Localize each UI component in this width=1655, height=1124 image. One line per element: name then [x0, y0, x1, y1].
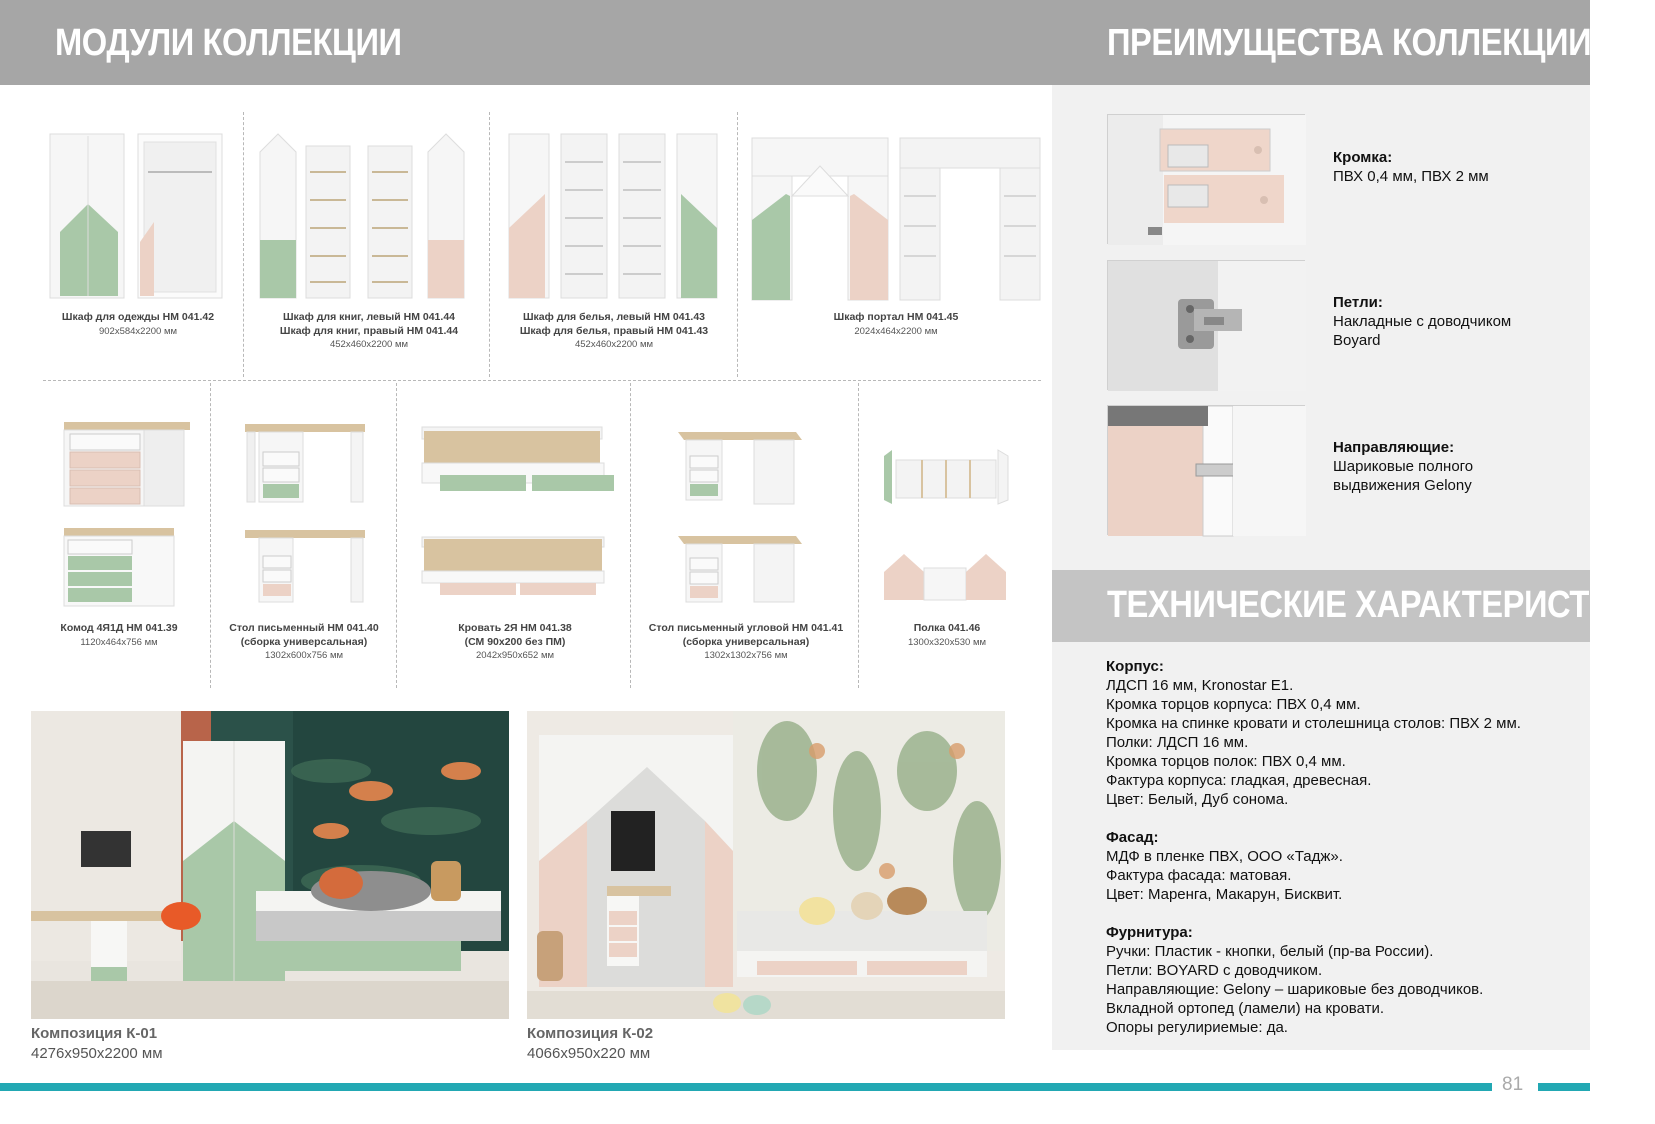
advantage-slides-text: Шариковые полного выдвижения Gelony — [1333, 458, 1474, 494]
tech-header — [1052, 570, 1655, 642]
module-title: Кровать 2Я НМ 041.38 — [458, 622, 572, 634]
spec-line: Ручки: Пластик - кнопки, белый (пр-ва России). — [1106, 943, 1434, 960]
divider — [630, 383, 631, 688]
modules-title: МОДУЛИ КОЛЛЕКЦИИ — [55, 22, 402, 64]
spec-line: Опоры регулириемые: да. — [1106, 1019, 1288, 1036]
spec-line: Фактура фасада: матовая. — [1106, 867, 1292, 884]
modules-header — [0, 0, 1052, 85]
composition-title: Композиция К-02 — [527, 1025, 654, 1042]
spec-line: ЛДСП 16 мм, Kronostar E1. — [1106, 677, 1294, 694]
spec-facade — [1106, 828, 1576, 904]
footer-line — [1538, 1083, 1590, 1091]
composition-dims: 4276x950x2200 мм — [31, 1045, 163, 1062]
desk-illustration — [243, 422, 368, 612]
module-dims: 1302x1302x756 мм — [704, 650, 788, 661]
module-title-2: (СМ 90x200 без ПМ) — [464, 635, 566, 648]
advantage-hinges-text: Накладные с доводчиком Boyard — [1333, 313, 1512, 349]
divider — [43, 380, 1041, 381]
module-title-2: (сборка универсальная) — [240, 635, 368, 648]
page-number: 81 — [1502, 1074, 1524, 1095]
module-title: Стол письменный угловой НМ 041.41 — [648, 622, 844, 634]
module-title: Шкаф портал НМ 041.45 — [833, 311, 959, 323]
spec-body-label: Корпус: — [1106, 658, 1164, 675]
spec-line: Цвет: Белый, Дуб сонома. — [1106, 791, 1289, 808]
divider — [396, 383, 397, 688]
spec-line: Цвет: Маренга, Макарун, Бисквит. — [1106, 886, 1343, 903]
dresser-illustration — [62, 420, 192, 610]
composition-caption-k01 — [31, 1024, 163, 1064]
divider — [243, 112, 244, 377]
module-title: Шкаф для книг, левый НМ 041.44 — [283, 311, 455, 323]
module-dims: 452x460x2200 мм — [329, 339, 409, 350]
divider — [210, 383, 211, 688]
spec-line: Вкладной ортопед (ламели) на кровати. — [1106, 1000, 1385, 1017]
advantage-edge — [1333, 148, 1489, 186]
advantage-slides — [1333, 438, 1513, 495]
composition-title: Композиция К-01 — [31, 1025, 158, 1042]
tech-title: ТЕХНИЧЕСКИЕ ХАРАКТЕРИСТИКИ — [1107, 584, 1655, 626]
linen-cabinet-illustration — [507, 132, 719, 302]
advantage-hinges-label: Петли: — [1333, 294, 1383, 311]
footer-line — [0, 1083, 1492, 1091]
spec-line: Кромка на спинке кровати и столешница столов: ПВХ 2 мм. — [1106, 715, 1521, 732]
drawer-slide-image — [1107, 405, 1305, 535]
spec-facade-label: Фасад: — [1106, 829, 1159, 846]
module-dims: 2024x464x2200 мм — [854, 325, 938, 337]
module-dims: 1120x464x756 мм — [80, 636, 158, 648]
spec-hardware-label: Фурнитура: — [1106, 924, 1193, 941]
module-caption — [503, 311, 725, 352]
advantage-hinges — [1333, 293, 1543, 350]
module-title-2: (сборка универсальная) — [682, 635, 810, 648]
module-title: Комод 4Я1Д НМ 041.39 — [60, 622, 178, 634]
advantage-edge-text: ПВХ 0,4 мм, ПВХ 2 мм — [1333, 168, 1489, 185]
spec-body — [1106, 657, 1576, 809]
divider — [737, 112, 738, 377]
module-dims: 902x584x2200 мм — [98, 325, 178, 337]
shelf-illustration — [882, 450, 1012, 610]
hinge-image — [1107, 260, 1305, 390]
module-caption — [410, 622, 620, 663]
spec-line: Фактура корпуса: гладкая, древесная. — [1106, 772, 1372, 789]
composition-photo-k02 — [527, 711, 1005, 1019]
module-title: Шкаф для одежды НМ 041.42 — [61, 311, 215, 323]
module-title-2: Шкаф для белья, правый НМ 041.43 — [519, 324, 709, 337]
module-caption — [872, 622, 1022, 649]
advantages-title: ПРЕИМУЩЕСТВА КОЛЛЕКЦИИ — [1107, 22, 1592, 64]
spec-line: Петли: BOYARD с доводчиком. — [1106, 962, 1323, 979]
bed-illustration — [420, 425, 620, 605]
spec-line: Кромка торцов корпуса: ПВХ 0,4 мм. — [1106, 696, 1361, 713]
module-caption — [258, 311, 480, 352]
module-caption — [44, 622, 194, 649]
portal-wardrobe-illustration — [750, 136, 1042, 302]
module-dims: 1300x320x530 мм — [907, 636, 987, 648]
spec-hardware — [1106, 923, 1576, 1037]
composition-caption-k02 — [527, 1024, 653, 1064]
divider — [489, 112, 490, 377]
divider — [858, 383, 859, 688]
spec-line: МДФ в пленке ПВХ, ООО «Тадж». — [1106, 848, 1343, 865]
bookcase-illustration — [258, 132, 480, 302]
tech-specs — [1106, 657, 1576, 1056]
edge-drawer-image — [1107, 114, 1305, 244]
module-caption — [750, 311, 1042, 338]
spec-line: Полки: ЛДСП 16 мм. — [1106, 734, 1249, 751]
advantages-header — [1052, 0, 1590, 85]
module-title: Стол письменный НМ 041.40 — [229, 622, 379, 634]
module-caption — [636, 622, 856, 663]
module-title: Полка 041.46 — [913, 622, 981, 634]
corner-desk-illustration — [676, 430, 806, 605]
module-dims: 1302x600x756 мм — [264, 650, 344, 661]
composition-photo-k01 — [31, 711, 509, 1019]
module-caption — [48, 311, 228, 338]
module-title: Шкаф для белья, левый НМ 041.43 — [522, 311, 706, 323]
module-dims: 452x460x2200 мм — [574, 339, 654, 350]
advantage-edge-label: Кромка: — [1333, 149, 1393, 166]
spec-line: Кромка торцов полок: ПВХ 0,4 мм. — [1106, 753, 1346, 770]
module-caption — [218, 622, 390, 663]
composition-dims: 4066x950x220 мм — [527, 1045, 651, 1062]
module-dims: 2042x950x652 мм — [475, 650, 555, 661]
module-title-2: Шкаф для книг, правый НМ 041.44 — [279, 324, 459, 337]
wardrobe-illustration — [48, 132, 228, 302]
spec-line: Направляющие: Gelony – шариковые без доводчиков. — [1106, 981, 1484, 998]
advantage-slides-label: Направляющие: — [1333, 439, 1455, 456]
